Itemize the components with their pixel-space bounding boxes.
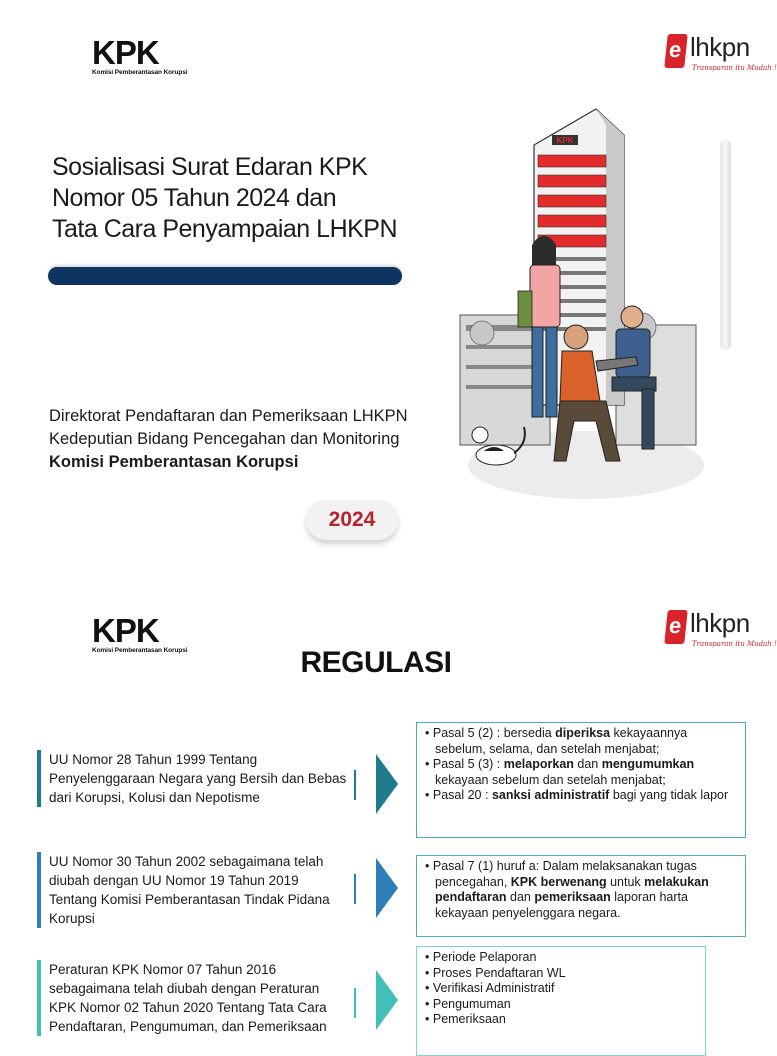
detail-box-uu-30: [416, 855, 746, 937]
law-uu-28-1999: UU Nomor 28 Tahun 1999 Tentang Penyelenggaraan Negara yang Bersih dan Bebas dari Korupsi, Kolusi dan Nepotisme: [37, 750, 347, 807]
cover-title: [52, 152, 412, 245]
row2-arrow-icon: [376, 858, 398, 918]
detail-box-uu-28: [416, 722, 746, 838]
regulasi-title: REGULASI: [300, 646, 452, 679]
elhkpn-word: lhkpn: [690, 32, 750, 62]
law-perkpk-07-2016: Peraturan KPK Nomor 07 Tahun 2016 sebagaimana telah diubah dengan Peraturan KPK Nomor 02 Tahun 2020 Tentang Tata Cara Pendaftaran, Pengumuman, dan Pemeriksaan: [37, 960, 347, 1036]
kpk-logo-subtitle: Komisi Pemberantasan Korupsi: [92, 69, 188, 76]
detail-item: • Pasal 5 (3) : melaporkan dan mengumumkan kekayaan sebelum dan setelah menjabat;: [425, 757, 737, 788]
detail-item: • Periode Pelaporan: [425, 950, 697, 966]
detail-item: • Verifikasi Administratif: [425, 981, 697, 997]
org-line: Direktorat Pendaftaran dan Pemeriksaan LHKPN: [49, 407, 408, 425]
year-badge: 2024: [306, 500, 398, 540]
title-underline-bar: [48, 267, 402, 285]
cover-title-line: Sosialisasi Surat Edaran KPK: [52, 153, 368, 181]
elhkpn-logo: [666, 30, 777, 76]
elhkpn-word: lhkpn: [690, 608, 750, 638]
kpk-building-illustration: [456, 105, 700, 500]
detail-item: • Pasal 7 (1) huruf a: Dalam melaksanakan tugas pencegahan, KPK berwenang untuk melakukan pendaftaran dan pemeriksaan laporan harta kekayaan penyelenggara negara.: [425, 859, 737, 921]
kpk-logo: [92, 34, 188, 76]
detail-item: • Pasal 20 : sanksi administratif bagi yang tidak lapor: [425, 788, 737, 804]
detail-box-perkpk: [416, 946, 706, 1056]
kpk-logo-word: KPK: [92, 612, 159, 649]
row1-divider: [354, 770, 356, 800]
elhkpn-e-mark: e: [664, 610, 688, 644]
row3-divider: [354, 988, 356, 1018]
row2-divider: [354, 874, 356, 904]
row3-arrow-icon: [376, 970, 398, 1030]
kpk-logo-subtitle: Komisi Pemberantasan Korupsi: [92, 647, 188, 654]
elhkpn-tagline: Transparan itu Mudah !: [692, 640, 777, 648]
detail-item: • Pengumuman: [425, 997, 697, 1013]
elhkpn-e-mark: e: [664, 34, 688, 68]
org-line: Kedeputian Bidang Pencegahan dan Monitoring: [49, 430, 400, 448]
detail-item: • Pasal 5 (2) : bersedia diperiksa kekayaannya sebelum, selama, dan setelah menjabat;: [425, 726, 737, 757]
slide-regulasi: [0, 590, 777, 1034]
detail-item: • Pemeriksaan: [425, 1012, 697, 1028]
row1-arrow-icon: [376, 754, 398, 814]
cover-title-line: Nomor 05 Tahun 2024 dan: [52, 184, 337, 212]
kpk-logo-word: KPK: [92, 34, 159, 71]
side-scroll-bar: [720, 140, 731, 350]
detail-item: • Proses Pendaftaran WL: [425, 966, 697, 982]
org-name: Komisi Pemberantasan Korupsi: [49, 453, 299, 471]
cover-title-line: Tata Cara Penyampaian LHKPN: [52, 215, 398, 243]
law-uu-30-2002: UU Nomor 30 Tahun 2002 sebagaimana telah diubah dengan UU Nomor 19 Tahun 2019 Tentang Komisi Pemberantasan Tindak Pidana Korupsi: [37, 852, 347, 928]
building-sign: KPK: [556, 136, 574, 145]
elhkpn-tagline: Transparan itu Mudah !: [692, 64, 777, 72]
organization-block: [49, 405, 429, 474]
